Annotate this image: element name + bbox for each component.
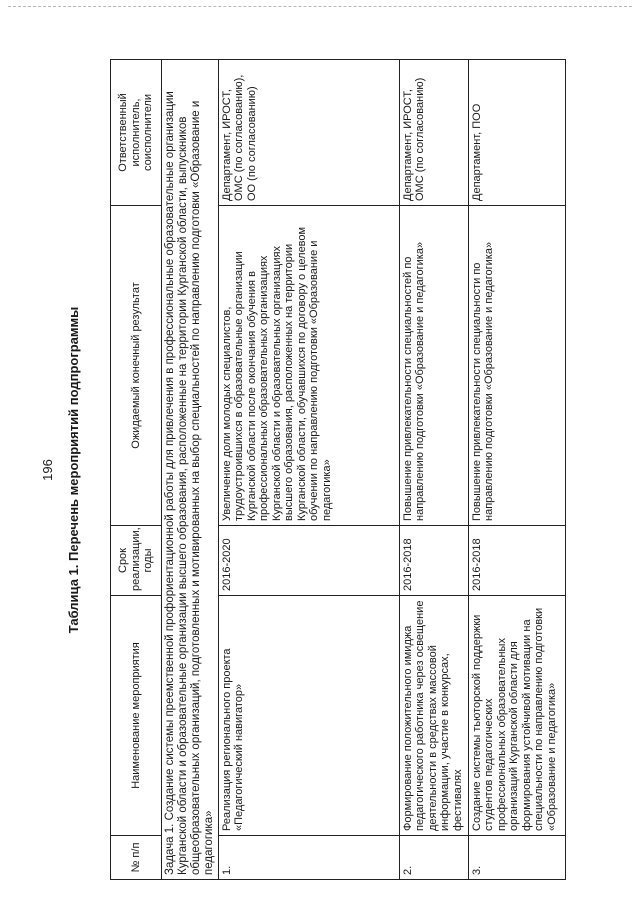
- row-name: Реализация регионального проекта «Педагогический навигатор»: [218, 596, 399, 836]
- task-description: Задача 1. Создание системы преемственной профориентационной работы для привлечения в профессиональные образовательные организации Курганской области и образовательные организации высшего образования, расположенные на территории Курганской области, выпускников общеобразовательных организаций, подготовленных и мотивированных на выбор специальностей по направлению подготовки «Образование и педагогика»: [161, 60, 218, 880]
- row-name: Создание системы тьюторской поддержки студентов педагогических профессиональных образовательных организаций Курганской области для формирования устойчивой мотивации на специальности по направлению подготовки «Образование и педагогика»: [468, 596, 565, 836]
- row-executor: Департамент, ИРОСТ, ОМС (по согласованию): [399, 60, 468, 206]
- measures-table: [110, 59, 566, 880]
- row-result: Увеличение доли молодых специалистов, трудоустроившихся в образовательные организации Курганской области после окончания обучения в профессиональных образовательных организациях Курганской области и образовательных организациях высшего образования, расположенных на территории Курганской области, обучавшихся по договору о целевом обучении по направлению подготовки «Образование и педагогика»: [218, 206, 399, 526]
- col-header-term: Срок реализации, годы: [111, 526, 162, 596]
- scan-edge-line: [8, 6, 632, 8]
- table-title: Таблица 1. Перечень мероприятий подпрограммы: [66, 306, 81, 634]
- rotated-page: [40, 60, 640, 880]
- row-num: 1.: [218, 836, 399, 880]
- col-header-num: № п/п: [111, 836, 162, 880]
- row-result: Повышение привлекательности специальности по направлению подготовки «Образование и педагогика»: [468, 206, 565, 526]
- row-executor: Департамент, ПОО: [468, 60, 565, 206]
- row-num: 2.: [399, 836, 468, 880]
- table-header-row: [111, 60, 162, 880]
- row-term: 2016-2020: [218, 526, 399, 596]
- row-num: 3.: [468, 836, 565, 880]
- row-executor: Департамент, ИРОСТ, ОМС (по согласованию), ОО (по согласованию): [218, 60, 399, 206]
- table-row: [218, 60, 399, 880]
- page-number: 196: [40, 459, 55, 481]
- row-term: 2016-2018: [399, 526, 468, 596]
- task-row: [161, 60, 218, 880]
- col-header-executor: Ответственный исполнитель, соисполнители: [111, 60, 162, 206]
- table-row: [468, 60, 565, 880]
- row-result: Повышение привлекательности специальностей по направлению подготовки «Образование и педагогика»: [399, 206, 468, 526]
- row-term: 2016-2018: [468, 526, 565, 596]
- col-header-name: Наименование мероприятия: [111, 596, 162, 836]
- col-header-result: Ожидаемый конечный результат: [111, 206, 162, 526]
- table-row: [399, 60, 468, 880]
- row-name: Формирование положительного имиджа педагогического работника через освещение деятельности в средствах массовой информации, участие в конкурсах, фестивалях: [399, 596, 468, 836]
